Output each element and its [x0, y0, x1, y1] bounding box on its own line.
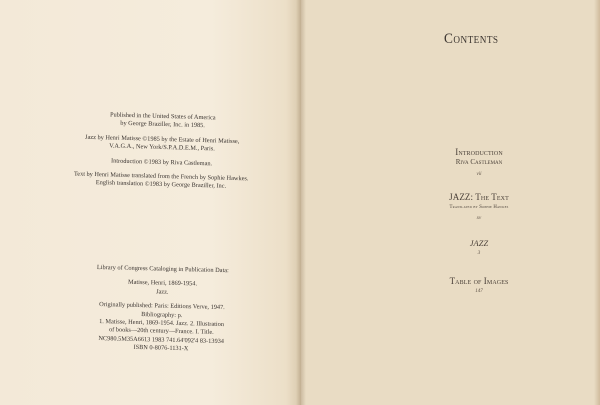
toc-subtitle: Riva Castleman: [455, 158, 503, 166]
book-gutter: [296, 0, 306, 405]
cip-title: Jazz.: [156, 288, 169, 296]
translation-notice: [56, 170, 266, 193]
cip-data: [56, 263, 268, 362]
cip-entry: [57, 277, 267, 299]
jazz-copyright: [57, 133, 267, 156]
cip-line: of books—20th century—France. I. Title.: [108, 326, 214, 337]
contents-heading: Contents: [444, 31, 499, 47]
introduction-copyright-line: Introduction ©1983 by Riva Castleman.: [110, 157, 213, 167]
toc-page-number: 147: [475, 289, 483, 294]
cip-heading-text: Library of Congress Cataloging in Publication Data:: [96, 263, 229, 275]
copyright-block: [56, 110, 268, 199]
cip-author: Matisse, Henri, 1869-1954.: [127, 279, 198, 288]
toc-subtitle: Translated by Sophie Hawkes: [449, 205, 509, 210]
toc-page-number: xv: [476, 216, 482, 221]
jazz-copyright-line: Jazz by Henri Matisse ©1985 by the Estate of Henri Matisse,: [85, 133, 240, 145]
toc-title: Table of Images: [449, 276, 509, 286]
cip-line: NC980.5M35A6613 1983 741.64'092'4 83-13934: [98, 334, 225, 345]
cip-line: Originally published: Paris: Editions Verve, 1947.: [99, 301, 225, 312]
toc-item-jazz-text[interactable]: [419, 192, 539, 221]
toc-title: JAZZ: [469, 239, 489, 248]
toc-title: Introduction: [455, 147, 503, 157]
toc-item-jazz[interactable]: [419, 239, 539, 256]
publication-line: Published in the United States of America: [109, 111, 216, 122]
translation-line: Text by Henri Matisse translated from the French by Sophie Hawkes.: [73, 170, 249, 183]
page-edge: [594, 0, 600, 405]
toc-title: JAZZ: The Text: [449, 192, 509, 202]
jazz-copyright-line: V.A.G.A., New York/S.P.A.D.E.M., Paris.: [109, 142, 215, 153]
cip-line: ISBN 0-8076-1131-X: [133, 344, 189, 353]
publication-line: by George Braziller, Inc. in 1985.: [120, 120, 206, 130]
cip-line: Bibliography: p.: [141, 310, 183, 319]
introduction-copyright: [56, 156, 266, 170]
toc-page-number: 3: [477, 251, 481, 256]
cip-details: [56, 300, 267, 356]
toc-item-table-of-images[interactable]: [419, 276, 539, 294]
toc-page-number: vii: [476, 172, 482, 177]
translation-line: English translation ©1983 by George Braziller, Inc.: [95, 179, 227, 191]
toc-item-introduction[interactable]: [419, 147, 539, 177]
cip-line: 1. Matisse, Henri, 1869-1954. Jazz. 2. Illustration: [99, 318, 225, 329]
